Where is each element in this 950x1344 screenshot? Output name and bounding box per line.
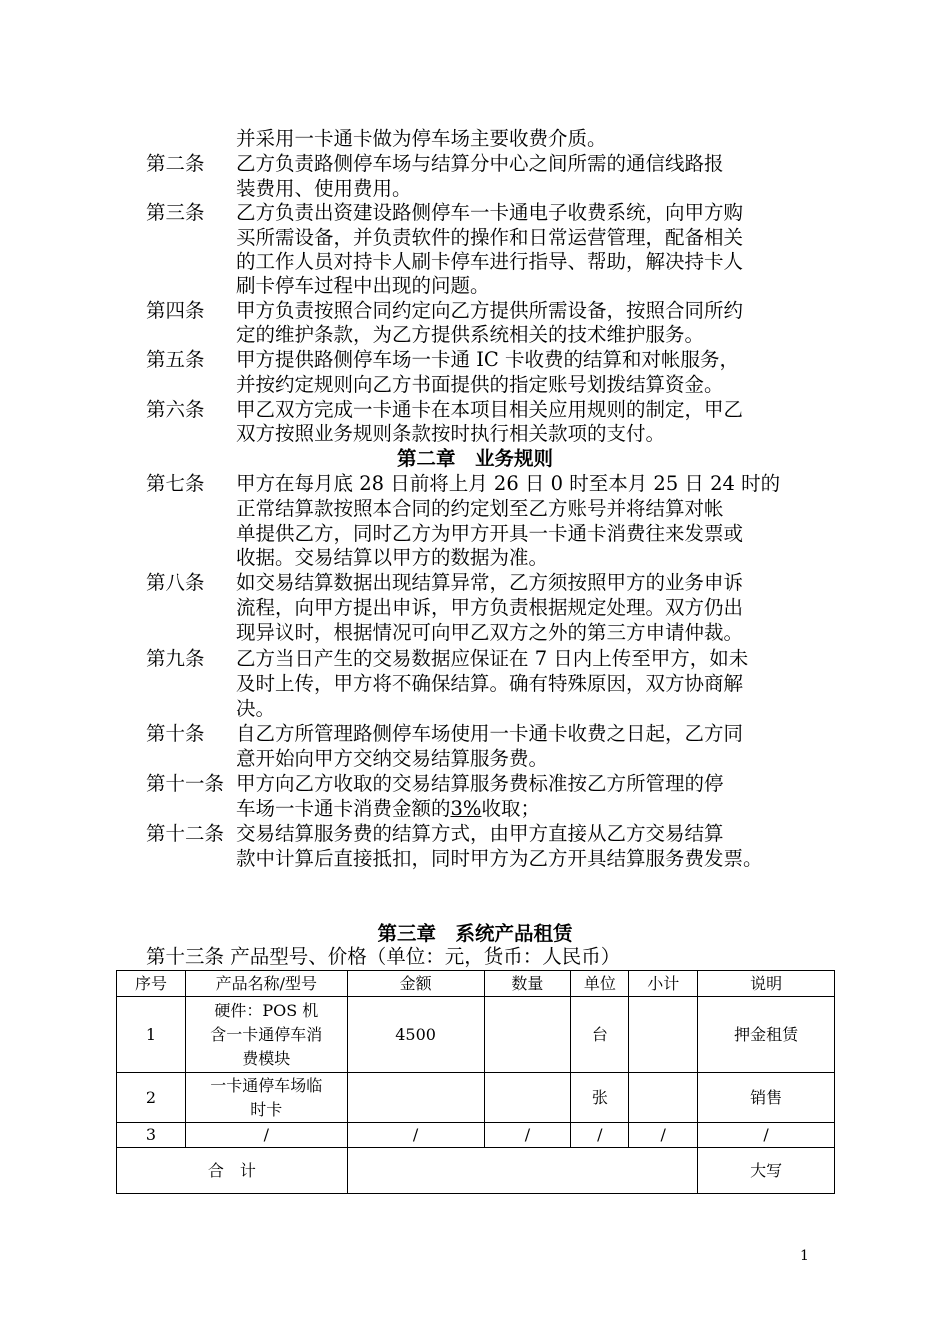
article-label: 第十条 (146, 722, 205, 745)
article-line: 甲乙双方完成一卡通卡在本项目相关应用规则的制定，甲乙 (236, 398, 744, 421)
table-row (117, 1123, 835, 1148)
cell-line: 费模块 (242, 1048, 291, 1068)
article-line: 乙方负责路侧停车场与结算分中心之间所需的通信线路报 (236, 152, 724, 175)
article-line: 装费用、使用费用。 (236, 177, 412, 200)
article-line: 自乙方所管理路侧停车场使用一卡通卡收费之日起，乙方同 (236, 722, 744, 745)
header-cell: 小计 (629, 971, 698, 997)
article-line: 甲方在每月底 28 日前将上月 26 日 0 时至本月 25 日 24 时的 (236, 472, 781, 495)
table-cell: / (629, 1123, 698, 1148)
article-line: 甲方负责按照合同约定向乙方提供所需设备，按照合同所约 (236, 299, 744, 322)
chapter-3-heading: 第三章 系统产品租赁 (377, 922, 573, 945)
article-line: 正常结算款按照本合同的约定划至乙方账号并将结算对帐 (236, 497, 724, 520)
article-line: 甲方向乙方收取的交易结算服务费标准按乙方所管理的停 (236, 772, 724, 795)
article-label: 第十一条 (146, 772, 225, 795)
article-label: 第五条 (146, 348, 205, 371)
cell-line: 时卡 (250, 1099, 283, 1119)
article-label: 第六条 (146, 398, 205, 421)
article-line: 决。 (236, 697, 276, 720)
header-cell: 金额 (347, 971, 484, 997)
header-cell: 数量 (484, 971, 571, 997)
fee-rate: 3% (450, 797, 482, 820)
table-cell: 4500 (347, 997, 484, 1073)
cell-line: 硬件：POS 机 (214, 1000, 319, 1020)
table-row (117, 997, 835, 1073)
article-line: 现异议时，根据情况可向甲乙双方之外的第三方申请仲裁。 (236, 621, 744, 644)
table-cell: / (347, 1123, 484, 1148)
article-line: 流程，向甲方提出申诉，甲方负责根据规定处理。双方仍出 (236, 596, 744, 619)
table-cell (484, 1073, 571, 1123)
article-line: 双方按照业务规则条款按时执行相关款项的支付。 (236, 422, 666, 445)
header-cell: 序号 (117, 971, 186, 997)
total-label-cell: 合 计 (117, 1148, 348, 1194)
table-total-row (117, 1148, 835, 1194)
article-13-subtitle: 第十三条 产品型号、价格（单位：元，货币：人民币） (146, 945, 621, 968)
table-cell (484, 997, 571, 1073)
article-line: 意开始向甲方交纳交易结算服务费。 (236, 747, 549, 770)
table-cell: 台 (571, 997, 629, 1073)
table-cell: / (185, 1123, 347, 1148)
article-1-continuation: 并采用一卡通卡做为停车场主要收费介质。 (236, 127, 607, 150)
article-line (236, 796, 540, 821)
table-cell (185, 997, 347, 1073)
table-cell: / (571, 1123, 629, 1148)
page-number: 1 (800, 1248, 809, 1264)
table-cell (347, 1073, 484, 1123)
article-line: 乙方负责出资建设路侧停车一卡通电子收费系统，向甲方购 (236, 201, 744, 224)
table-cell (185, 1073, 347, 1123)
cell-line: 含一卡通停车消 (210, 1024, 323, 1044)
article-line: 如交易结算数据出现结算异常，乙方须按照甲方的业务申诉 (236, 571, 744, 594)
table-cell: 1 (117, 997, 186, 1073)
article-line: 并按约定规则向乙方书面提供的指定账号划拨结算资金。 (236, 373, 724, 396)
chapter-2-heading: 第二章 业务规则 (396, 447, 553, 470)
article-label: 第四条 (146, 299, 205, 322)
table-cell: / (484, 1123, 571, 1148)
article-line: 收据。交易结算以甲方的数据为准。 (236, 546, 549, 569)
article-label: 第七条 (146, 472, 205, 495)
article-line: 定的维护条款，为乙方提供系统相关的技术维护服务。 (236, 323, 705, 346)
table-cell: 张 (571, 1073, 629, 1123)
header-cell: 产品名称/型号 (185, 971, 347, 997)
header-cell: 单位 (571, 971, 629, 997)
table-cell (629, 997, 698, 1073)
article-line: 及时上传，甲方将不确保结算。确有特殊原因，双方协商解 (236, 672, 744, 695)
article-line: 乙方当日产生的交易数据应保证在 7 日内上传至甲方，如未 (236, 647, 749, 670)
article-line: 甲方提供路侧停车场一卡通 IC 卡收费的结算和对帐服务， (236, 348, 740, 371)
table-cell: 销售 (698, 1073, 835, 1123)
article-label: 第八条 (146, 571, 205, 594)
article-line: 的工作人员对持卡人刷卡停车进行指导、帮助，解决持卡人 (236, 250, 744, 273)
article-text: 收取； (481, 797, 540, 820)
article-line: 买所需设备，并负责软件的操作和日常运营管理，配备相关 (236, 226, 744, 249)
article-label: 第十二条 (146, 822, 225, 845)
table-row (117, 1073, 835, 1123)
table-header-row (117, 971, 835, 997)
table-cell: 2 (117, 1073, 186, 1123)
total-note-cell: 大写 (698, 1148, 835, 1194)
cell-line: 一卡通停车场临 (210, 1075, 323, 1095)
article-label: 第二条 (146, 152, 205, 175)
article-label: 第九条 (146, 647, 205, 670)
article-line: 刷卡停车过程中出现的问题。 (236, 274, 490, 297)
table-cell (629, 1073, 698, 1123)
table-cell: 3 (117, 1123, 186, 1148)
article-text: 车场一卡通卡消费金额的 (236, 797, 451, 820)
product-table (116, 970, 835, 1194)
table-cell: / (698, 1123, 835, 1148)
total-amount-cell (347, 1148, 698, 1194)
table-cell: 押金租赁 (698, 997, 835, 1073)
article-line: 款中计算后直接抵扣，同时甲方为乙方开具结算服务费发票。 (236, 847, 763, 870)
article-line: 单提供乙方，同时乙方为甲方开具一卡通卡消费往来发票或 (236, 522, 744, 545)
article-label: 第三条 (146, 201, 205, 224)
article-line: 交易结算服务费的结算方式，由甲方直接从乙方交易结算 (236, 822, 724, 845)
header-cell: 说明 (698, 971, 835, 997)
